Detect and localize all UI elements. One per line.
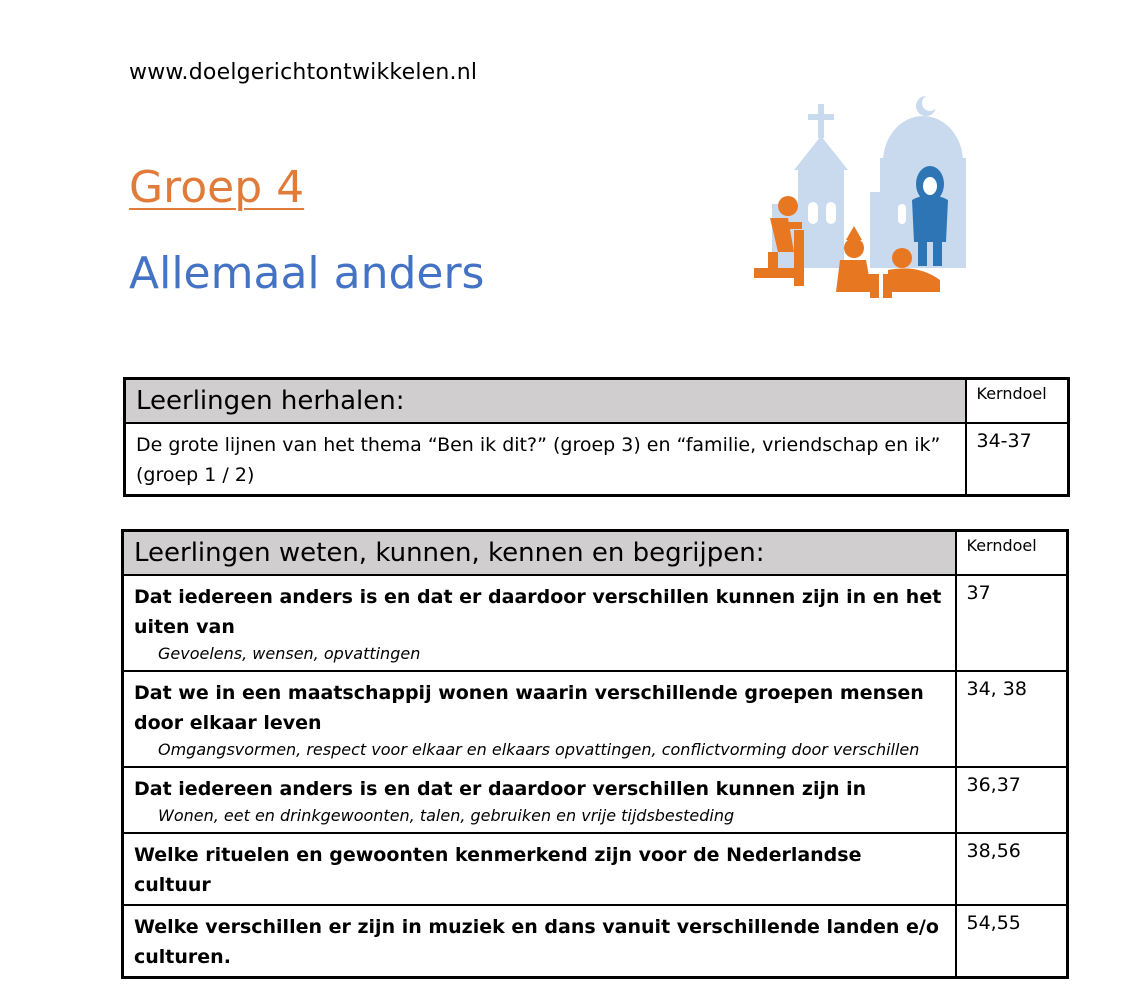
- row-text: Welke verschillen er zijn in muziek en dans vanuit verschillende landen e/o culturen.: [134, 916, 939, 968]
- row-text: Dat we in een maatschappij wonen waarin verschillende groepen mensen door elkaar leven: [134, 682, 924, 734]
- table-row: [123, 671, 1068, 767]
- row-subtext: Wonen, eet en drinkgewoonten, talen, gebruiken en vrije tijdsbesteding: [158, 806, 735, 825]
- row-cell: [123, 575, 956, 671]
- row-kerndoel: 54,55: [956, 905, 1068, 978]
- learning-goals-header: Leerlingen weten, kunnen, kennen en begrijpen:: [123, 531, 956, 576]
- religions-illustration-icon: [748, 92, 973, 304]
- row-kerndoel: 38,56: [956, 833, 1068, 905]
- row-kerndoel: 37: [956, 575, 1068, 671]
- table-row: [123, 575, 1068, 671]
- repeat-table: [123, 377, 1070, 497]
- table-row: [123, 905, 1068, 978]
- group-title: Groep 4: [129, 162, 305, 213]
- table-row: [123, 833, 1068, 905]
- repeat-table-header: Leerlingen herhalen:: [125, 379, 966, 424]
- row-text: De grote lijnen van het thema “Ben ik dit?” (groep 3) en “familie, vriendschap en ik” (groep 1 / 2): [125, 423, 966, 496]
- row-text: Dat iedereen anders is en dat er daardoor verschillen kunnen zijn in: [134, 778, 867, 800]
- row-kerndoel: 34-37: [966, 423, 1069, 496]
- row-subtext: Gevoelens, wensen, opvattingen: [158, 644, 421, 663]
- website-url: www.doelgerichtontwikkelen.nl: [129, 60, 478, 85]
- row-text: Welke rituelen en gewoonten kenmerkend zijn voor de Nederlandse cultuur: [134, 844, 862, 896]
- row-cell: [123, 767, 956, 833]
- learning-goals-table: [121, 529, 1069, 979]
- row-subtext: Omgangsvormen, respect voor elkaar en elkaars opvattingen, conflictvorming door verschillen: [158, 740, 920, 759]
- row-kerndoel: 34, 38: [956, 671, 1068, 767]
- table-row: [125, 423, 1069, 496]
- theme-title: Allemaal anders: [129, 248, 485, 299]
- row-cell: [123, 905, 956, 978]
- row-cell: [123, 833, 956, 905]
- kerndoel-header: Kerndoel: [966, 379, 1069, 424]
- row-kerndoel: 36,37: [956, 767, 1068, 833]
- row-text: Dat iedereen anders is en dat er daardoor verschillen kunnen zijn in en het uiten van: [134, 586, 942, 638]
- row-cell: [123, 671, 956, 767]
- kerndoel-header: Kerndoel: [956, 531, 1068, 576]
- table-row: [123, 767, 1068, 833]
